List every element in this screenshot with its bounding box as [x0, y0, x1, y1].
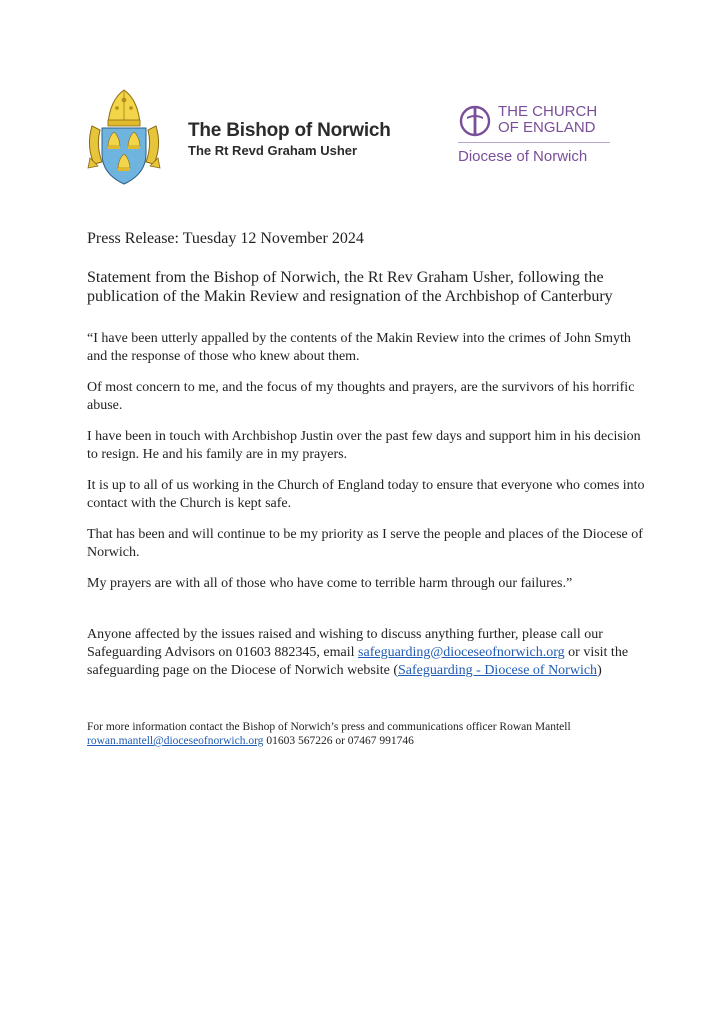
statement-paragraph-3: I have been in touch with Archbishop Justin over the past few days and support him in his decision to resign. He and his family are in my prayers.: [87, 429, 641, 462]
press-release-body: [87, 229, 647, 748]
statement-paragraph-6: My prayers are with all of those who have come to terrible harm through our failures.”: [87, 576, 573, 591]
coe-diocese: Diocese of Norwich: [458, 148, 588, 165]
bishop-wordmark: [188, 120, 391, 160]
contact-text-after: ): [597, 663, 602, 678]
bishop-subtitle: The Rt Revd Graham Usher: [188, 143, 358, 158]
bishop-title: The Bishop of Norwich: [188, 120, 391, 141]
statement-paragraph-4: It is up to all of us working in the Church of England today to ensure that everyone who comes into contact with the Church is kept safe.: [87, 478, 645, 511]
press-contact-footer: [87, 720, 647, 748]
page-header: [0, 0, 724, 190]
coe-line2: OF ENGLAND: [498, 119, 596, 136]
press-officer-email-link[interactable]: rowan.mantell@dioceseofnorwich.org: [87, 735, 264, 747]
mitre-shield-crest-icon: [84, 86, 164, 186]
footer-text: For more information contact the Bishop of Norwich’s press and communications officer Rowan Mantell: [87, 721, 571, 733]
contact-text-before: Anyone affected by the issues raised and wishing to discuss anything further, please call our Safeguarding Advisors on 01603 882345, email: [87, 627, 603, 660]
coe-line1: THE CHURCH: [498, 103, 598, 120]
contact-text-middle: or visit the safeguarding page on the Diocese of Norwich website (: [87, 645, 629, 678]
church-of-england-logo: [458, 104, 618, 166]
statement-paragraph-2: Of most concern to me, and the focus of my thoughts and prayers, are the survivors of his horrific abuse.: [87, 380, 635, 413]
coe-divider: [458, 142, 610, 143]
footer-phones: 01603 567226 or 07467 991746: [263, 735, 414, 747]
safeguarding-page-link[interactable]: Safeguarding - Diocese of Norwich: [398, 663, 598, 678]
safeguarding-email-link[interactable]: safeguarding@dioceseofnorwich.org: [358, 645, 565, 660]
coe-name: [498, 104, 597, 136]
release-date: Press Release: Tuesday 12 November 2024: [87, 230, 364, 247]
release-headline: Statement from the Bishop of Norwich, the Rt Rev Graham Usher, following the publication of the Makin Review and resignation of the Archbishop of Canterbury: [87, 269, 613, 305]
statement-paragraph-1: “I have been utterly appalled by the contents of the Makin Review into the crimes of John Smyth and the response of those who knew about them.: [87, 331, 631, 364]
safeguarding-contact: [87, 626, 647, 680]
church-of-england-cross-icon: [458, 104, 492, 138]
statement-paragraph-5: That has been and will continue to be my priority as I serve the people and places of the Diocese of Norwich.: [87, 527, 643, 560]
